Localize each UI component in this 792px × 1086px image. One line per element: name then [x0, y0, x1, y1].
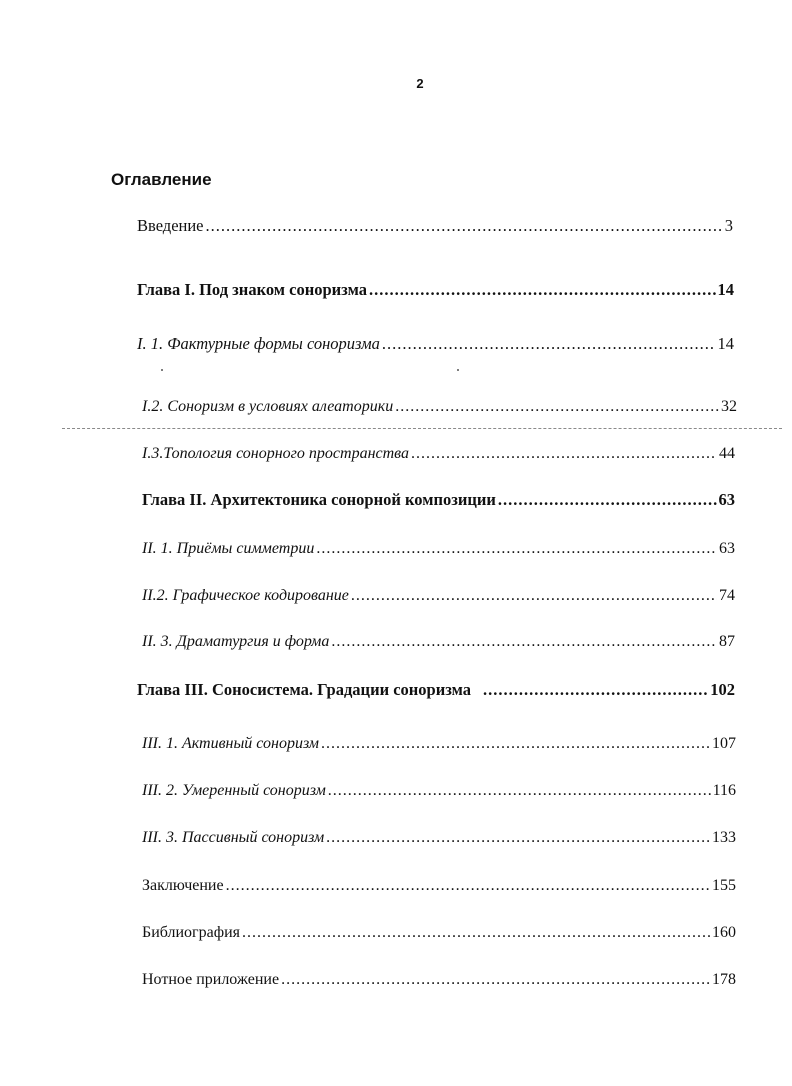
scan-artifact-line [62, 428, 782, 429]
toc-entry-page: 14 [717, 280, 734, 299]
toc-entry-chapter-3[interactable] [137, 680, 735, 700]
toc-entry-page: 74 [719, 587, 735, 604]
scan-speck [161, 369, 163, 371]
toc-entry-musical-appendix[interactable] [142, 970, 736, 990]
toc-entry-label: III. 3. Пассивный соноризм [142, 829, 325, 846]
toc-title: Оглавление [111, 170, 212, 189]
dot-leader [226, 876, 710, 896]
toc-entry-page: 133 [712, 829, 736, 846]
page-number: 2 [416, 76, 424, 91]
toc-entry-introduction[interactable] [137, 216, 733, 236]
toc-entry-section-2-2[interactable] [142, 586, 735, 606]
toc-entry-label: Глава II. Архитектоника сонорной композиции [142, 490, 496, 509]
toc-entry-label: Введение [137, 216, 204, 235]
toc-entry-section-3-3[interactable] [142, 828, 736, 848]
dot-leader [328, 781, 711, 801]
dot-leader [281, 970, 710, 990]
toc-entry-page: 155 [712, 877, 736, 894]
toc-entry-page: 116 [712, 782, 736, 799]
toc-entry-page: 87 [719, 633, 735, 650]
toc-entry-label: I. 1. Фактурные формы соноризма [137, 334, 380, 353]
toc-entry-page: 63 [719, 540, 735, 557]
dot-leader [483, 680, 708, 700]
toc-entry-label: I.2. Соноризм в условиях алеаторики [142, 398, 394, 415]
toc-entry-section-1-1[interactable] [137, 334, 734, 354]
dot-leader [242, 923, 710, 943]
toc-entry-page: 107 [712, 735, 736, 752]
dot-leader [395, 397, 719, 417]
toc-entry-label: Библиография [142, 924, 240, 941]
toc-entry-page: 14 [717, 334, 734, 353]
toc-entry-label: Глава I. Под знаком соноризма [137, 280, 367, 299]
toc-entry-label: III. 1. Активный соноризм [142, 735, 319, 752]
dot-leader [326, 828, 710, 848]
dot-leader [411, 444, 717, 464]
toc-entry-conclusion[interactable] [142, 876, 736, 896]
dot-leader [351, 586, 717, 606]
toc-entry-page: 63 [718, 490, 735, 509]
toc-entry-label: Глава III. Соносистема. Градации соноризма [137, 680, 471, 699]
toc-entry-page: 102 [710, 680, 735, 699]
toc-entry-section-3-1[interactable] [142, 734, 736, 754]
toc-entry-page: 178 [712, 971, 736, 988]
scan-speck [457, 369, 459, 371]
toc-entry-chapter-2[interactable] [142, 490, 735, 510]
toc-entry-page: 44 [719, 445, 735, 462]
toc-entry-bibliography[interactable] [142, 923, 736, 943]
toc-entry-chapter-1[interactable] [137, 280, 734, 300]
toc-entry-page: 160 [712, 924, 736, 941]
dot-leader [382, 334, 716, 354]
toc-entry-section-2-1[interactable] [142, 539, 735, 559]
toc-entry-page: 3 [724, 216, 733, 235]
toc-entry-section-3-2[interactable] [142, 781, 736, 801]
dot-leader [331, 632, 717, 652]
toc-entry-label: II.2. Графическое кодирование [142, 587, 349, 604]
toc-entry-section-1-3[interactable] [142, 444, 735, 464]
toc-entry-section-1-2[interactable] [142, 397, 737, 417]
dot-leader [369, 280, 716, 300]
dot-leader [498, 490, 717, 510]
toc-entry-section-2-3[interactable] [142, 632, 735, 652]
toc-entry-label: I.3.Топология сонорного пространства [142, 445, 410, 462]
toc-entry-label: Заключение [142, 877, 224, 894]
toc-entry-label: Нотное приложение [142, 971, 280, 988]
dot-leader [321, 734, 710, 754]
toc-entry-label: II. 1. Приёмы симметрии [142, 540, 315, 557]
toc-entry-label: III. 2. Умеренный соноризм [142, 782, 326, 799]
dot-leader [316, 539, 717, 559]
toc-entry-page: 32 [721, 398, 737, 415]
toc-entry-label: II. 3. Драматургия и форма [142, 633, 330, 650]
dot-leader [206, 216, 723, 236]
